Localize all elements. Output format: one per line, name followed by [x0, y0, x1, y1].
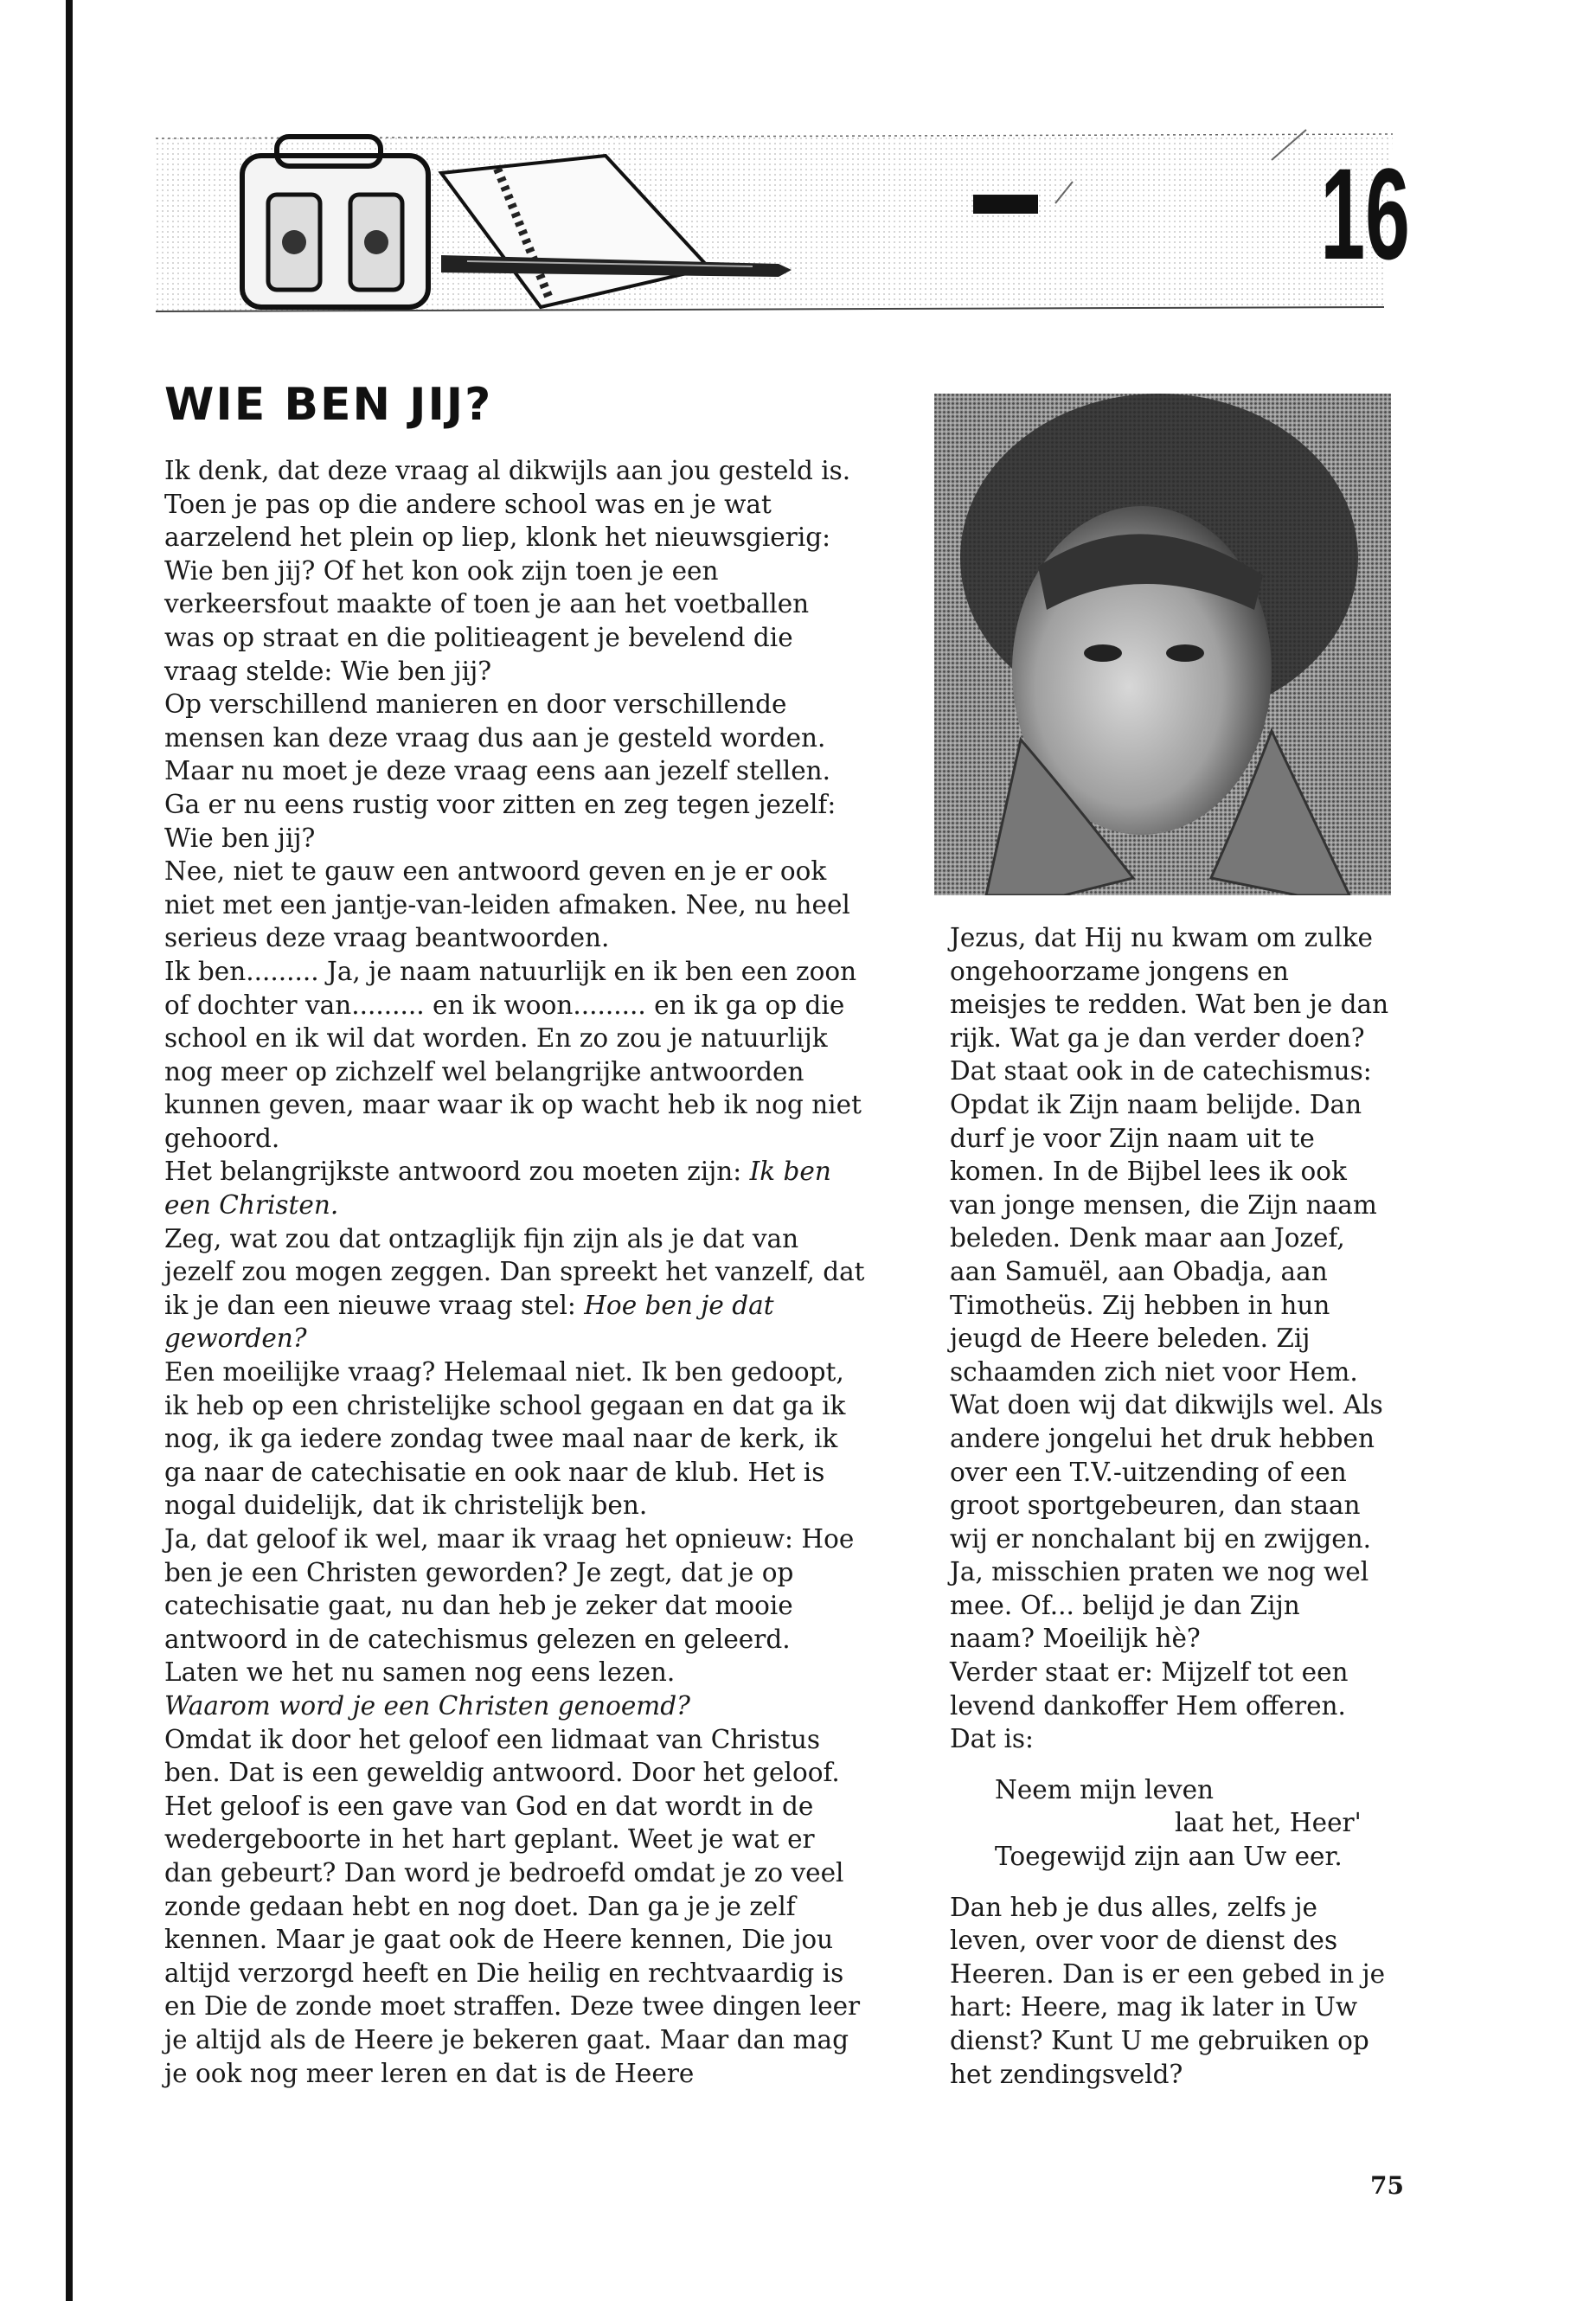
poem — [995, 1773, 1391, 1874]
poem-line: Toegewijd zijn aan Uw eer. — [995, 1842, 1343, 1872]
answer-emphasis: Ik ben een Christen. — [164, 1157, 831, 1221]
school-bag-icon — [242, 137, 428, 307]
answer-intro: Het belangrijkste antwoord zou moeten zijn: — [164, 1157, 750, 1187]
poem-line: laat het, Heer' — [1175, 1808, 1362, 1838]
portrait-photo — [934, 394, 1391, 895]
paragraph-text: Zeg, wat zou dat ontzaglijk fijn zijn als je dat van jezelf zou mogen zeggen. Dan spreekt het vanzelf, dat ik je dan een nieuwe vraag stel: — [164, 1223, 865, 1320]
page-title: WIE BEN JIJ? — [164, 379, 493, 431]
paragraph: Op verschillend manieren en door verschillende mensen kan deze vraag dus aan je gesteld worden. Maar nu moet je deze vraag eens aan jezelf stellen. Ga er nu eens rustig voor zitten en zeg tegen jezelf: Wie ben jij? — [164, 689, 836, 853]
catechism-question-text: Waarom word je een Christen genoemd? — [164, 1690, 690, 1721]
right-column-text — [950, 921, 1391, 2091]
paragraph: Een moeilijke vraag? Helemaal niet. Ik ben gedoopt, ik heb op een christelijke school gegaan en dat ga ik nog, ik ga iedere zondag twee maal naar de kerk, ik ga naar de catechisatie en ook naar de klub. Het is nogal duidelijk, dat ik christelijk ben. — [164, 1357, 846, 1521]
paragraph: Ik denk, dat deze vraag al dikwijls aan jou gesteld is. Toen je pas op die andere school was en je wat aarzelend het plein op liep, klonk het nieuwsgierig: Wie ben jij? Of het kon ook zijn toen je een verkeersfout maakte of toen je aan het voetballen was op straat en die politieagent je bevelend die vraag stelde: Wie ben jij? — [164, 456, 851, 686]
chapter-number: 16 — [1320, 141, 1410, 286]
binding-edge — [66, 0, 73, 2301]
chapter-header-illustration — [156, 121, 1393, 329]
paragraph: Nee, niet te gauw een antwoord geven en je er ook niet met een jantje-van-leiden afmaken. Nee, nu heel serieus deze vraag beantwoorden. — [164, 856, 850, 953]
paragraph: Omdat ik door het geloof een lidmaat van Christus ben. Dat is een geweldig antwoord. Door het geloof. Het geloof is een gave van God en dat wordt in de wedergeboorte in het hart geplant. Weet je wat er dan gebeurt? Dan word je bedroefd omdat je zo veel zonde gedaan hebt en nog doet. Dan ga je je zelf kennen. Maar je gaat ook de Heere kennen, Die jou altijd verzorgd heeft en Die heilig en rechtvaardig is en Die de zonde moet straffen. Deze twee dingen leer je altijd als de Heere je bekeren gaat. Maar dan mag je ook nog meer leren en dat is de Heere — [164, 1724, 861, 2088]
paragraph: Dan heb je dus alles, zelfs je leven, over voor de dienst des Heeren. Dan is er een gebed in je hart: Heere, mag ik later in Uw dienst? Kunt U me gebruiken op het zendingsveld? — [950, 1892, 1386, 2089]
page-number: 75 — [1370, 2171, 1404, 2200]
paragraph: Ik ben......... Ja, je naam natuurlijk en ik ben een zoon of dochter van......... en ik woon......... en ik ga op die school en ik wil dat worden. En zo zou je natuurlijk nog meer op zichzelf wel belangrijke antwoorden kunnen geven, maar waar ik op wacht heb ik nog niet gehoord. — [164, 956, 862, 1153]
paragraph: Verder staat er: Mijzelf tot een levend dankoffer Hem offeren. Dat is: — [950, 1657, 1349, 1754]
paragraph: Ja, dat geloof ik wel, maar ik vraag het opnieuw: Hoe ben je een Christen geworden? Je zegt, dat je op catechisatie gaat, nu dan heb je zeker dat mooie antwoord in de catechismus gelezen en geleerd. Laten we het nu samen nog eens lezen. — [164, 1524, 855, 1688]
left-column-text — [164, 454, 867, 2090]
catechism-question — [164, 1689, 867, 1723]
poem-line: Neem mijn leven — [995, 1774, 1215, 1804]
paragraph — [164, 1155, 867, 1221]
paragraph: Jezus, dat Hij nu kwam om zulke ongehoorzame jongens en meisjes te redden. Wat ben je dan rijk. Wat ga je dan verder doen? Dat staat ook in de catechismus: Opdat ik Zijn naam belijde. Dan durf je voor Zijn naam uit te komen. In de Bijbel lees ik ook van jonge mensen, die Zijn naam beleden. Denk maar aan Jozef, aan Samuël, aan Obadja, aan Timotheüs. Zij hebben in hun jeugd de Heere beleden. Zij schaamden zich niet voor Hem. Wat doen wij dat dikwijls wel. Als andere jongelui het druk hebben over een T.V.-uitzending of een groot sportgebeuren, dan staan wij er nonchalant bij en zwijgen. Ja, misschien praten we nog wel mee. Of... belijd je dan Zijn naam? Moeilijk hè? — [950, 923, 1389, 1654]
question-emphasis: Hoe ben je dat geworden? — [164, 1290, 774, 1354]
paragraph — [164, 1222, 867, 1356]
